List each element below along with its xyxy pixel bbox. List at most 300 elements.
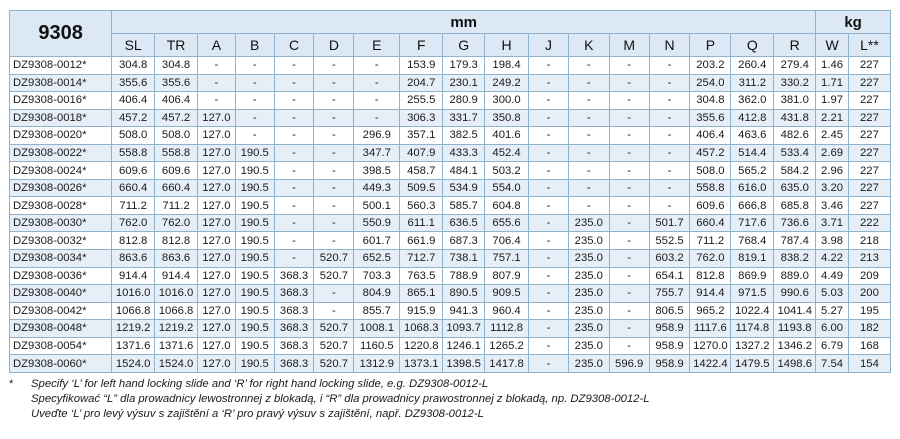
value-cell: -	[568, 179, 609, 197]
value-cell: -	[274, 109, 314, 127]
value-cell: -	[274, 250, 314, 268]
value-cell: 838.2	[774, 250, 816, 268]
value-cell: -	[314, 302, 354, 320]
value-cell: -	[354, 57, 400, 75]
value-cell: 660.4	[155, 179, 198, 197]
value-cell: 227	[848, 162, 890, 180]
value-cell: 235.0	[568, 285, 609, 303]
value-cell: 812.8	[690, 267, 731, 285]
value-cell: 3.71	[816, 214, 849, 232]
value-cell: 1160.5	[354, 337, 400, 355]
value-cell: 806.5	[649, 302, 690, 320]
value-cell: 406.4	[155, 92, 198, 110]
value-cell: 958.9	[649, 355, 690, 373]
value-cell: 368.3	[274, 355, 314, 373]
value-cell: 661.9	[400, 232, 443, 250]
value-cell: -	[649, 162, 690, 180]
value-cell: 863.6	[112, 250, 155, 268]
part-number-cell: DZ9308-0054*	[10, 337, 112, 355]
value-cell: -	[314, 214, 354, 232]
value-cell: 508.0	[112, 127, 155, 145]
part-number-cell: DZ9308-0026*	[10, 179, 112, 197]
value-cell: 855.7	[354, 302, 400, 320]
value-cell: 660.4	[690, 214, 731, 232]
value-cell: -	[649, 179, 690, 197]
value-cell: 347.7	[354, 144, 400, 162]
value-cell: 509.5	[400, 179, 443, 197]
value-cell: 1093.7	[443, 320, 485, 338]
value-cell: 915.9	[400, 302, 443, 320]
value-cell: 227	[848, 197, 890, 215]
value-cell: 1417.8	[485, 355, 529, 373]
value-cell: -	[274, 144, 314, 162]
value-cell: 235.0	[568, 214, 609, 232]
column-header: P	[690, 34, 731, 57]
value-cell: 484.1	[443, 162, 485, 180]
value-cell: 958.9	[649, 320, 690, 338]
value-cell: -	[649, 127, 690, 145]
value-cell: 1008.1	[354, 320, 400, 338]
value-cell: 500.1	[354, 197, 400, 215]
value-cell: -	[609, 74, 649, 92]
value-cell: 804.9	[354, 285, 400, 303]
value-cell: -	[609, 267, 649, 285]
value-cell: -	[529, 109, 569, 127]
value-cell: 914.4	[112, 267, 155, 285]
value-cell: 890.5	[443, 285, 485, 303]
column-header: J	[529, 34, 569, 57]
value-cell: 584.2	[774, 162, 816, 180]
value-cell: 127.0	[198, 214, 236, 232]
value-cell: 687.3	[443, 232, 485, 250]
table-row	[10, 109, 891, 127]
table-row	[10, 197, 891, 215]
value-cell: 1068.3	[400, 320, 443, 338]
value-cell: 190.5	[235, 214, 274, 232]
value-cell: 431.8	[774, 109, 816, 127]
value-cell: 1498.6	[774, 355, 816, 373]
value-cell: 655.6	[485, 214, 529, 232]
value-cell: 914.4	[155, 267, 198, 285]
value-cell: 3.20	[816, 179, 849, 197]
value-cell: 558.8	[112, 144, 155, 162]
value-cell: -	[529, 355, 569, 373]
value-cell: 2.21	[816, 109, 849, 127]
value-cell: -	[314, 179, 354, 197]
table-row	[10, 250, 891, 268]
part-number-cell: DZ9308-0028*	[10, 197, 112, 215]
footnote-cz: Uveďte ‘L’ pro levý výsuv s zajištění a ‘R’ pro pravý výsuv s zajištění, např. DZ9308-0012-L	[31, 408, 484, 420]
value-cell: 755.7	[649, 285, 690, 303]
value-cell: 457.2	[690, 144, 731, 162]
value-cell: -	[609, 197, 649, 215]
column-header: N	[649, 34, 690, 57]
value-cell: 482.6	[774, 127, 816, 145]
value-cell: -	[609, 320, 649, 338]
value-cell: -	[274, 127, 314, 145]
value-cell: -	[529, 337, 569, 355]
value-cell: 300.0	[485, 92, 529, 110]
value-cell: 1112.8	[485, 320, 529, 338]
value-cell: 585.7	[443, 197, 485, 215]
value-cell: 654.1	[649, 267, 690, 285]
value-cell: 190.5	[235, 355, 274, 373]
value-cell: -	[529, 214, 569, 232]
value-cell: 554.0	[485, 179, 529, 197]
table-row	[10, 232, 891, 250]
value-cell: 235.0	[568, 232, 609, 250]
value-cell: 198.4	[485, 57, 529, 75]
value-cell: 508.0	[155, 127, 198, 145]
value-cell: 533.4	[774, 144, 816, 162]
value-cell: 762.0	[155, 214, 198, 232]
value-cell: 254.0	[690, 74, 731, 92]
value-cell: 304.8	[112, 57, 155, 75]
value-cell: -	[529, 127, 569, 145]
column-header: K	[568, 34, 609, 57]
value-cell: 311.2	[731, 74, 774, 92]
value-cell: 457.2	[112, 109, 155, 127]
value-cell: -	[529, 267, 569, 285]
value-cell: -	[198, 92, 236, 110]
value-cell: 1193.8	[774, 320, 816, 338]
value-cell: 235.0	[568, 355, 609, 373]
value-cell: -	[274, 162, 314, 180]
value-cell: 235.0	[568, 267, 609, 285]
value-cell: -	[314, 162, 354, 180]
value-cell: 235.0	[568, 250, 609, 268]
value-cell: 4.49	[816, 267, 849, 285]
value-cell: 520.7	[314, 355, 354, 373]
value-cell: -	[529, 162, 569, 180]
value-cell: -	[649, 92, 690, 110]
value-cell: -	[354, 74, 400, 92]
value-cell: -	[314, 144, 354, 162]
header-row-columns	[10, 34, 891, 57]
column-header: SL	[112, 34, 155, 57]
value-cell: 603.2	[649, 250, 690, 268]
footnotes	[9, 377, 891, 422]
part-number-cell: DZ9308-0024*	[10, 162, 112, 180]
value-cell: 1174.8	[731, 320, 774, 338]
value-cell: 609.6	[112, 162, 155, 180]
value-cell: 819.1	[731, 250, 774, 268]
table-row	[10, 285, 891, 303]
value-cell: -	[609, 214, 649, 232]
table-row	[10, 355, 891, 373]
value-cell: 706.4	[485, 232, 529, 250]
value-cell: 520.7	[314, 320, 354, 338]
part-number-cell: DZ9308-0016*	[10, 92, 112, 110]
value-cell: 230.1	[443, 74, 485, 92]
value-cell: 565.2	[731, 162, 774, 180]
part-number-cell: DZ9308-0036*	[10, 267, 112, 285]
column-header: M	[609, 34, 649, 57]
value-cell: 190.5	[235, 179, 274, 197]
value-cell: 869.9	[731, 267, 774, 285]
part-number-cell: DZ9308-0034*	[10, 250, 112, 268]
column-header: L**	[848, 34, 890, 57]
value-cell: 611.1	[400, 214, 443, 232]
value-cell: 331.7	[443, 109, 485, 127]
value-cell: 227	[848, 74, 890, 92]
value-cell: 652.5	[354, 250, 400, 268]
value-cell: 788.9	[443, 267, 485, 285]
value-cell: 768.4	[731, 232, 774, 250]
value-cell: 1327.2	[731, 337, 774, 355]
value-cell: 717.6	[731, 214, 774, 232]
value-cell: 1117.6	[690, 320, 731, 338]
value-cell: 213	[848, 250, 890, 268]
value-cell: 1246.1	[443, 337, 485, 355]
value-cell: -	[314, 92, 354, 110]
column-header: B	[235, 34, 274, 57]
part-number-cell: DZ9308-0048*	[10, 320, 112, 338]
value-cell: -	[314, 74, 354, 92]
value-cell: 1016.0	[112, 285, 155, 303]
value-cell: 179.3	[443, 57, 485, 75]
value-cell: 601.7	[354, 232, 400, 250]
value-cell: 368.3	[274, 320, 314, 338]
value-cell: 279.4	[774, 57, 816, 75]
value-cell: 762.0	[112, 214, 155, 232]
value-cell: 5.03	[816, 285, 849, 303]
value-cell: 203.2	[690, 57, 731, 75]
value-cell: 227	[848, 92, 890, 110]
value-cell: 508.0	[690, 162, 731, 180]
value-cell: 296.9	[354, 127, 400, 145]
value-cell: 127.0	[198, 250, 236, 268]
value-cell: 355.6	[155, 74, 198, 92]
value-cell: 330.2	[774, 74, 816, 92]
value-cell: 433.3	[443, 144, 485, 162]
part-number-cell: DZ9308-0042*	[10, 302, 112, 320]
value-cell: 227	[848, 109, 890, 127]
value-cell: -	[198, 57, 236, 75]
mm-group-header: mm	[112, 11, 816, 34]
value-cell: 711.2	[690, 232, 731, 250]
column-header: D	[314, 34, 354, 57]
value-cell: 255.5	[400, 92, 443, 110]
value-cell: 736.6	[774, 214, 816, 232]
column-header: H	[485, 34, 529, 57]
value-cell: 604.8	[485, 197, 529, 215]
value-cell: 596.9	[609, 355, 649, 373]
footnote-marker: *	[9, 378, 14, 390]
value-cell: 209	[848, 267, 890, 285]
value-cell: 636.5	[443, 214, 485, 232]
value-cell: 127.0	[198, 232, 236, 250]
value-cell: 235.0	[568, 302, 609, 320]
value-cell: 381.0	[774, 92, 816, 110]
value-cell: 712.7	[400, 250, 443, 268]
value-cell: 1265.2	[485, 337, 529, 355]
value-cell: 1041.4	[774, 302, 816, 320]
value-cell: 762.0	[690, 250, 731, 268]
value-cell: -	[568, 92, 609, 110]
value-cell: -	[274, 232, 314, 250]
value-cell: 1373.1	[400, 355, 443, 373]
value-cell: 127.0	[198, 337, 236, 355]
value-cell: 514.4	[731, 144, 774, 162]
value-cell: -	[609, 302, 649, 320]
value-cell: 368.3	[274, 267, 314, 285]
value-cell: 558.8	[690, 179, 731, 197]
value-cell: -	[235, 127, 274, 145]
value-cell: 412.8	[731, 109, 774, 127]
value-cell: -	[274, 214, 314, 232]
value-cell: 503.2	[485, 162, 529, 180]
column-header: A	[198, 34, 236, 57]
value-cell: 941.3	[443, 302, 485, 320]
value-cell: 368.3	[274, 285, 314, 303]
value-cell: -	[568, 57, 609, 75]
value-cell: 182	[848, 320, 890, 338]
value-cell: 127.0	[198, 302, 236, 320]
value-cell: -	[649, 109, 690, 127]
part-number-cell: DZ9308-0060*	[10, 355, 112, 373]
value-cell: 127.0	[198, 144, 236, 162]
value-cell: 865.1	[400, 285, 443, 303]
column-header: C	[274, 34, 314, 57]
value-cell: -	[649, 144, 690, 162]
value-cell: 609.6	[690, 197, 731, 215]
value-cell: -	[314, 232, 354, 250]
value-cell: 249.2	[485, 74, 529, 92]
column-header: F	[400, 34, 443, 57]
table-row	[10, 302, 891, 320]
value-cell: -	[609, 57, 649, 75]
value-cell: 449.3	[354, 179, 400, 197]
value-cell: 1312.9	[354, 355, 400, 373]
value-cell: 280.9	[443, 92, 485, 110]
part-number-cell: DZ9308-0022*	[10, 144, 112, 162]
value-cell: 965.2	[690, 302, 731, 320]
table-row	[10, 74, 891, 92]
value-cell: 227	[848, 57, 890, 75]
value-cell: 550.9	[354, 214, 400, 232]
value-cell: 1422.4	[690, 355, 731, 373]
value-cell: 552.5	[649, 232, 690, 250]
table-row	[10, 127, 891, 145]
value-cell: 190.5	[235, 267, 274, 285]
value-cell: 357.1	[400, 127, 443, 145]
value-cell: 355.6	[112, 74, 155, 92]
value-cell: 235.0	[568, 320, 609, 338]
value-cell: 807.9	[485, 267, 529, 285]
value-cell: 195	[848, 302, 890, 320]
table-row	[10, 92, 891, 110]
value-cell: -	[609, 162, 649, 180]
footnote-en	[9, 377, 891, 392]
value-cell: 1270.0	[690, 337, 731, 355]
column-header: Q	[731, 34, 774, 57]
value-cell: 458.7	[400, 162, 443, 180]
column-header: TR	[155, 34, 198, 57]
value-cell: -	[235, 92, 274, 110]
value-cell: -	[609, 285, 649, 303]
value-cell: -	[354, 92, 400, 110]
value-cell: 1022.4	[731, 302, 774, 320]
value-cell: 1.97	[816, 92, 849, 110]
value-cell: 401.6	[485, 127, 529, 145]
value-cell: -	[609, 92, 649, 110]
spec-table-wrapper	[9, 10, 891, 373]
value-cell: 1219.2	[155, 320, 198, 338]
table-row	[10, 179, 891, 197]
value-cell: 304.8	[690, 92, 731, 110]
value-cell: 1.46	[816, 57, 849, 75]
value-cell: 520.7	[314, 337, 354, 355]
value-cell: -	[649, 74, 690, 92]
value-cell: -	[568, 144, 609, 162]
value-cell: 763.5	[400, 267, 443, 285]
value-cell: 558.8	[155, 144, 198, 162]
value-cell: 190.5	[235, 285, 274, 303]
column-header: W	[816, 34, 849, 57]
value-cell: 407.9	[400, 144, 443, 162]
value-cell: 1479.5	[731, 355, 774, 373]
value-cell: -	[529, 320, 569, 338]
value-cell: 190.5	[235, 232, 274, 250]
value-cell: -	[314, 285, 354, 303]
value-cell: 1016.0	[155, 285, 198, 303]
footnote-pl: Specyfikować “L” dla prowadnicy lewostronnej z blokadą, i “R” dla prowadnicy prawostronnej z blokadą, np. DZ9308-0012-L	[31, 393, 650, 405]
value-cell: 958.9	[649, 337, 690, 355]
value-cell: 914.4	[690, 285, 731, 303]
value-cell: 190.5	[235, 320, 274, 338]
value-cell: 1371.6	[112, 337, 155, 355]
value-cell: 452.4	[485, 144, 529, 162]
value-cell: 738.1	[443, 250, 485, 268]
value-cell: 190.5	[235, 162, 274, 180]
value-cell: 1.71	[816, 74, 849, 92]
part-number-cell: DZ9308-0014*	[10, 74, 112, 92]
value-cell: -	[609, 127, 649, 145]
value-cell: 7.54	[816, 355, 849, 373]
value-cell: -	[529, 144, 569, 162]
value-cell: 190.5	[235, 197, 274, 215]
value-cell: -	[609, 109, 649, 127]
value-cell: 560.3	[400, 197, 443, 215]
table-row	[10, 144, 891, 162]
column-header: R	[774, 34, 816, 57]
value-cell: -	[235, 57, 274, 75]
value-cell: 200	[848, 285, 890, 303]
value-cell: -	[609, 144, 649, 162]
part-number-cell: DZ9308-0032*	[10, 232, 112, 250]
value-cell: 1219.2	[112, 320, 155, 338]
value-cell: -	[198, 74, 236, 92]
spec-table	[9, 10, 891, 373]
value-cell: -	[314, 57, 354, 75]
part-number-cell: DZ9308-0040*	[10, 285, 112, 303]
value-cell: 127.0	[198, 285, 236, 303]
value-cell: 5.27	[816, 302, 849, 320]
value-cell: 306.3	[400, 109, 443, 127]
value-cell: -	[568, 74, 609, 92]
value-cell: 127.0	[198, 109, 236, 127]
value-cell: 960.4	[485, 302, 529, 320]
value-cell: -	[649, 197, 690, 215]
value-cell: -	[314, 127, 354, 145]
column-header: G	[443, 34, 485, 57]
value-cell: 3.46	[816, 197, 849, 215]
value-cell: -	[274, 74, 314, 92]
value-cell: 609.6	[155, 162, 198, 180]
value-cell: 204.7	[400, 74, 443, 92]
value-cell: 711.2	[112, 197, 155, 215]
